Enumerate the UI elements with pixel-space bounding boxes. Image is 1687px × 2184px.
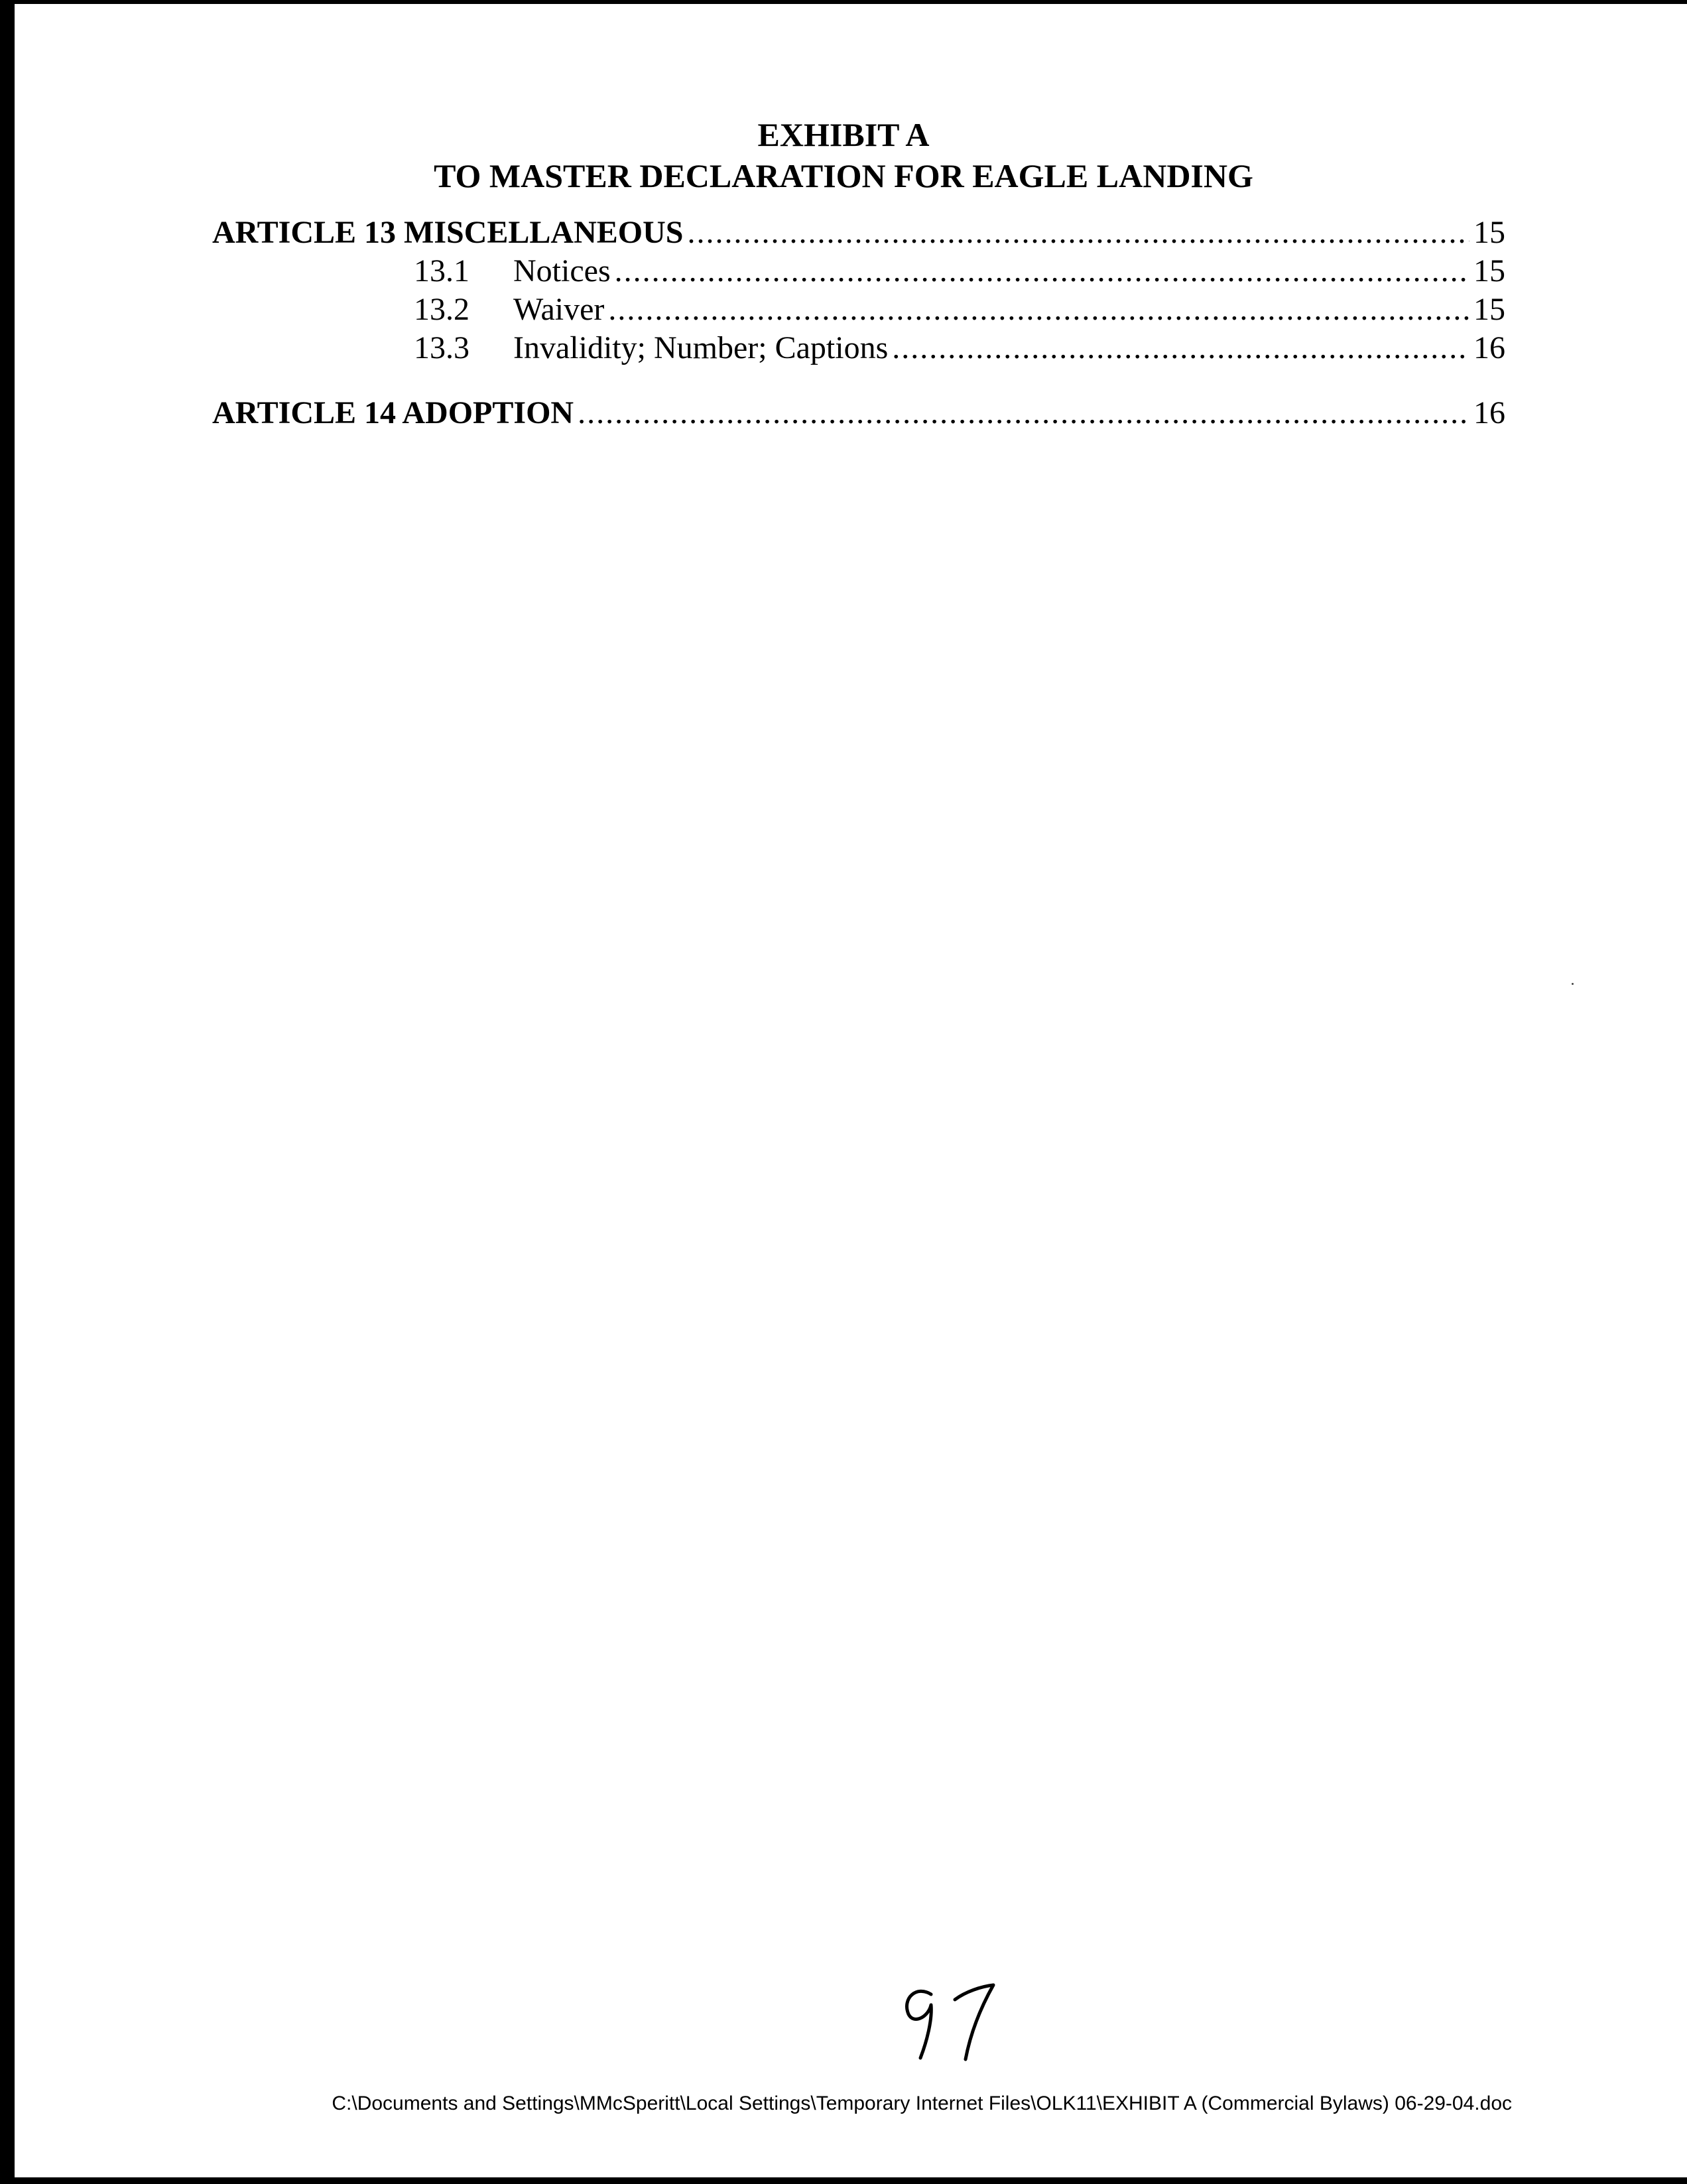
- toc-section-number: 13.3: [414, 330, 469, 365]
- toc-section-page: 15: [1473, 253, 1505, 289]
- scan-border-top: [0, 0, 1687, 4]
- toc-section-number: 13.2: [414, 292, 469, 327]
- table-of-contents: [212, 214, 1505, 432]
- scan-speck: [1572, 983, 1574, 985]
- footer-file-path: C:\Documents and Settings\MMcSperitt\Local Settings\Temporary Internet Files\OLK11\EXHIBIT A (Commercial Bylaws) 06-29-04.doc: [332, 2092, 1512, 2114]
- toc-section-title: Waiver: [513, 292, 605, 327]
- header-declaration-title: TO MASTER DECLARATION FOR EAGLE LANDING: [434, 157, 1253, 194]
- toc-section-13-3: [212, 329, 1505, 367]
- scan-border-left: [0, 0, 15, 2184]
- toc-section-page: 16: [1473, 330, 1505, 365]
- toc-dot-leader: [687, 214, 1469, 252]
- toc-article-14-title: ARTICLE 14 ADOPTION: [212, 395, 574, 430]
- toc-article-13-title: ARTICLE 13 MISCELLANEOUS: [212, 215, 684, 250]
- toc-dot-leader: [615, 252, 1469, 290]
- toc-article-14-page: 16: [1473, 395, 1505, 430]
- document-header: [0, 114, 1687, 196]
- toc-dot-leader: [578, 394, 1469, 432]
- toc-dot-leader: [608, 290, 1469, 329]
- toc-dot-leader: [892, 329, 1469, 367]
- toc-article-14: [212, 394, 1505, 432]
- toc-section-page: 15: [1473, 292, 1505, 327]
- header-exhibit-title: EXHIBIT A: [757, 116, 930, 153]
- toc-section-13-2: [212, 290, 1505, 329]
- toc-article-13: [212, 214, 1505, 252]
- toc-section-title: Invalidity; Number; Captions: [513, 330, 889, 365]
- handwritten-page-number: [897, 1980, 1003, 2063]
- toc-article-13-page: 15: [1473, 215, 1505, 250]
- toc-section-title: Notices: [513, 253, 611, 289]
- scan-border-bottom: [0, 2177, 1687, 2184]
- toc-section-number: 13.1: [414, 253, 469, 289]
- toc-section-13-1: [212, 252, 1505, 290]
